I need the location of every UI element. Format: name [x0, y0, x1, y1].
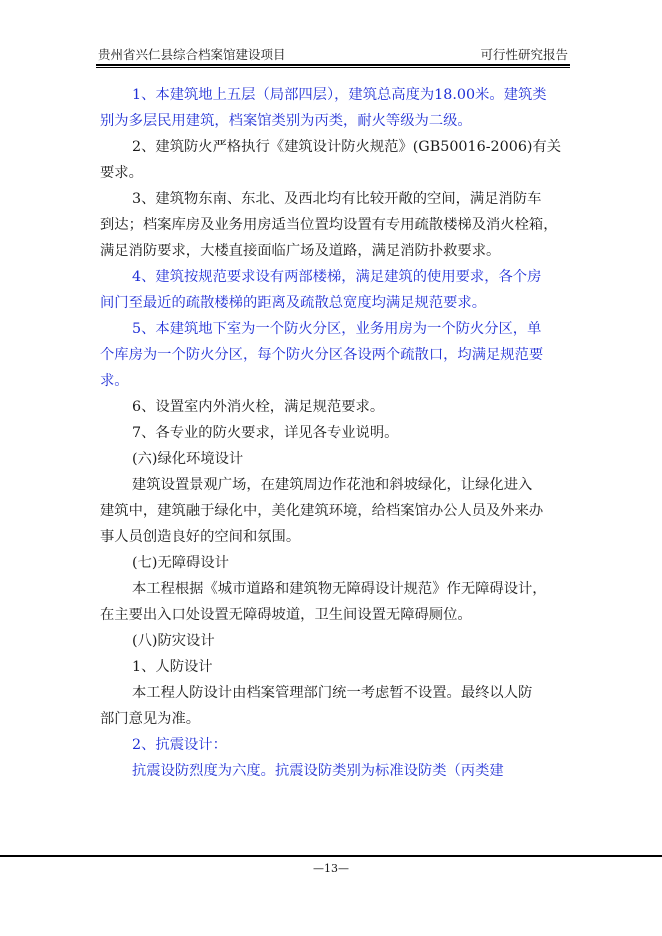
text-line: (七)无障碍设计: [132, 555, 229, 571]
text-line: 4、建筑按规范要求设有两部楼梯，满足建筑的使用要求，各个房: [132, 269, 542, 285]
text-line: 2、抗震设计：: [132, 737, 227, 753]
text-line: 6、设置室内外消火栓，满足规范要求。: [132, 399, 385, 415]
text-line: 求。: [100, 373, 129, 389]
footer-rule: [0, 855, 662, 857]
text-line: 3、建筑物东南、东北、及西北均有比较开敞的空间，满足消防车: [132, 191, 542, 207]
text-line: 别为多层民用建筑，档案馆类别为丙类，耐火等级为二级。: [100, 113, 472, 129]
header-rule-thin: [96, 67, 570, 68]
text-line: 建筑设置景观广场，在建筑周边作花池和斜坡绿化，让绿化进入: [132, 477, 533, 493]
paragraph-fire-2: [100, 134, 574, 186]
text-line: 间门至最近的疏散楼梯的距离及疏散总宽度均满足规范要求。: [100, 295, 487, 311]
text-line: (六)绿化环境设计: [132, 451, 244, 467]
text-line: 在主要出入口处设置无障碍坡道，卫生间设置无障碍厕位。: [100, 607, 472, 623]
paragraph-fire-5: [100, 316, 574, 394]
section-heading-disaster: [100, 628, 574, 654]
text-line: 事人员创造良好的空间和氛围。: [100, 529, 301, 545]
text-line: 个库房为一个防火分区，每个防火分区各设两个疏散口，均满足规范要: [100, 347, 544, 363]
text-line: 满足消防要求，大楼直接面临广场及道路，满足消防扑救要求。: [100, 243, 501, 259]
paragraph-greening: [100, 472, 574, 550]
text-line: 部门意见为准。: [100, 711, 201, 727]
page-number: —13—: [313, 862, 349, 875]
text-line: 1、本建筑地上五层（局部四层），建筑总高度为18.00米。建筑类: [132, 87, 547, 103]
text-line: 7、各专业的防火要求，详见各专业说明。: [132, 425, 399, 441]
paragraph-fire-6: [100, 394, 574, 420]
paragraph-fire-1: [100, 82, 574, 134]
text-line: 要求。: [100, 165, 143, 181]
paragraph-fire-3: [100, 186, 574, 264]
subheading-civil-defense: [100, 654, 574, 680]
text-line: 5、本建筑地下室为一个防火分区，业务用房为一个防火分区，单: [132, 321, 542, 337]
document-body: [100, 82, 574, 784]
section-heading-greening: [100, 446, 574, 472]
text-line: 本工程根据《城市道路和建筑物无障碍设计规范》作无障碍设计，: [132, 581, 547, 597]
text-line: (八)防灾设计: [132, 633, 215, 649]
section-heading-accessibility: [100, 550, 574, 576]
paragraph-accessibility: [100, 576, 574, 628]
subheading-seismic: [100, 732, 574, 758]
paragraph-fire-4: [100, 264, 574, 316]
header-project-title: 贵州省兴仁县综合档案馆建设项目: [98, 47, 286, 62]
paragraph-civil-defense: [100, 680, 574, 732]
text-line: 建筑中，建筑融于绿化中，美化建筑环境，给档案馆办公人员及外来办: [100, 503, 544, 519]
header-report-title: 可行性研究报告: [480, 47, 568, 62]
text-line: 本工程人防设计由档案管理部门统一考虑暂不设置。最终以人防: [132, 685, 533, 701]
paragraph-seismic: [100, 758, 574, 784]
text-line: 2、建筑防火严格执行《建筑设计防火规范》(GB50016-2006)有关: [132, 139, 562, 155]
paragraph-fire-7: [100, 420, 574, 446]
text-line: 1、人防设计: [132, 659, 213, 675]
text-line: 抗震设防烈度为六度。抗震设防类别为标准设防类（丙类建: [132, 763, 504, 779]
text-line: 到达；档案库房及业务用房适当位置均设置有专用疏散楼梯及消火栓箱，: [100, 217, 558, 233]
header-rule-thick: [96, 64, 570, 66]
